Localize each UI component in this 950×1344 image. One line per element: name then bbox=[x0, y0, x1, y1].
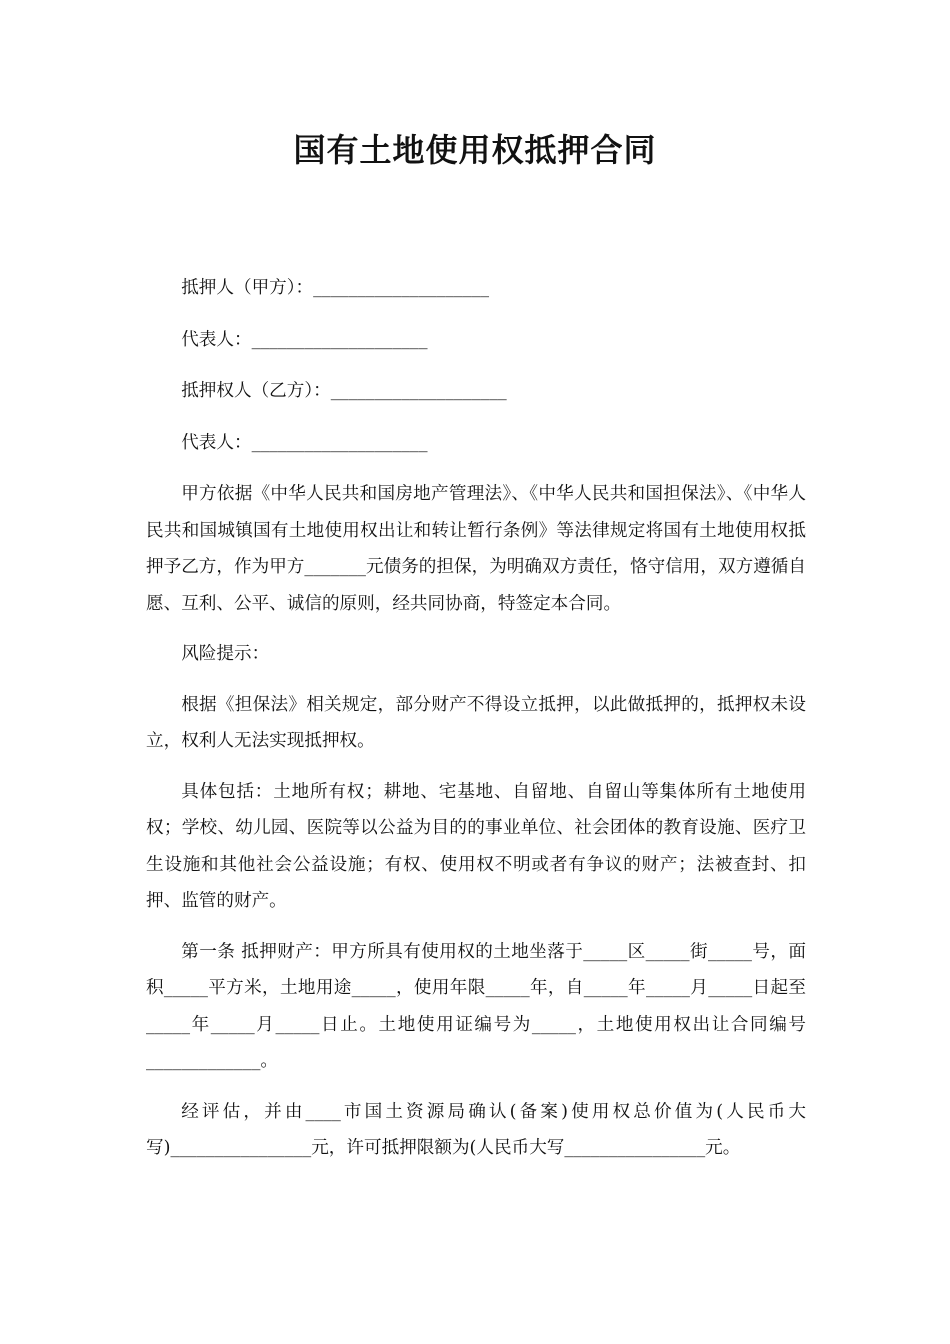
mortgagee-representative-line: 代表人：____________________ bbox=[181, 432, 428, 453]
preamble-paragraph: 甲方依据《中华人民共和国房地产管理法》、《中华人民共和国担保法》、《中华人民共和国城镇国有土地使用权出让和转让暂行条例》等法律规定将国有土地使用权抵押予乙方，作为甲方_______元债务的担保，为明确双方责任，恪守信用，双方遵循自愿、互利、公平、诚信的原则，经共同协商，特签定本合同。 bbox=[146, 484, 806, 614]
article-one-paragraph: 第一条 抵押财产：甲方所具有使用权的土地坐落于_____区_____街_____号，面积_____平方米，土地用途_____，使用年限_____年，自_____年_____月_____日起至_____年_____月_____日止。土地使用证编号为_____，土地使用权出让合同编号_____________。 bbox=[146, 941, 806, 1071]
risk-paragraph: 根据《担保法》相关规定，部分财产不得设立抵押，以此做抵押的，抵押权未设立，权利人无法实现抵押权。 bbox=[146, 694, 806, 751]
risk-details-paragraph: 具体包括：土地所有权；耕地、宅基地、自留地、自留山等集体所有土地使用权；学校、幼儿园、医院等以公益为目的的事业单位、社会团体的教育设施、医疗卫生设施和其他社会公益设施；有权、使用权不明或者有争议的财产；法被查封、扣押、监管的财产。 bbox=[146, 781, 806, 911]
document-title: 国有土地使用权抵押合同 bbox=[293, 131, 657, 169]
mortgagor-line: 抵押人（甲方）：____________________ bbox=[181, 278, 490, 298]
document-body bbox=[146, 270, 806, 1181]
valuation-paragraph: 经评估，并由____市国土资源局确认(备案)使用权总价值为(人民币大写)________________元，许可抵押限额为(人民币大写________________元。 bbox=[146, 1101, 806, 1158]
risk-heading: 风险提示： bbox=[181, 644, 270, 664]
mortgagee-line: 抵押权人（乙方）：____________________ bbox=[181, 381, 507, 401]
mortgagor-representative-line: 代表人：____________________ bbox=[181, 329, 428, 350]
